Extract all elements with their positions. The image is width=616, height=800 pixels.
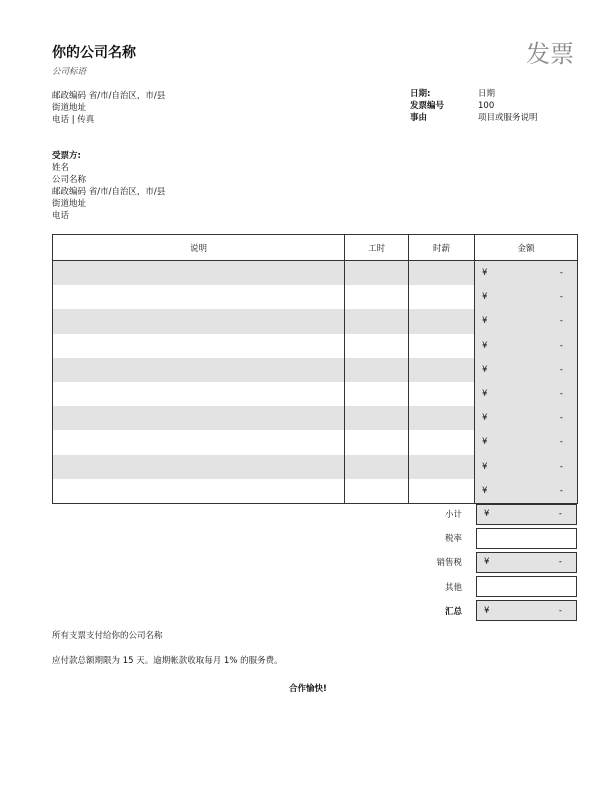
cell-hours[interactable]	[345, 455, 409, 479]
meta-row-number	[410, 100, 538, 112]
totals-label: 税率	[444, 534, 462, 545]
totals-row	[400, 599, 577, 623]
cell-hours[interactable]	[345, 479, 409, 504]
table-row	[53, 358, 578, 382]
payable-to-note: 所有支票支付给你的公司名称	[52, 631, 163, 641]
address-line: 街道地址	[52, 103, 87, 113]
currency-symbol: ¥	[484, 605, 490, 616]
address-line: 邮政编码 省/市/自治区，市/县	[52, 91, 166, 101]
table-row	[53, 261, 578, 286]
cell-description[interactable]	[53, 479, 345, 504]
cell-rate[interactable]	[409, 285, 475, 309]
table-row	[53, 309, 578, 333]
table-row	[53, 455, 578, 479]
amount-value: -	[559, 268, 563, 279]
cell-description[interactable]	[53, 430, 345, 454]
currency-symbol: ¥	[482, 340, 488, 351]
bill-to-line: 街道地址	[52, 199, 87, 209]
bill-to-line: 姓名	[52, 163, 70, 173]
currency-symbol: ¥	[482, 316, 488, 327]
line-items-table	[52, 234, 578, 504]
totals-section	[400, 502, 577, 623]
cell-description[interactable]	[53, 261, 345, 286]
table-row	[53, 406, 578, 430]
cell-hours[interactable]	[345, 382, 409, 406]
table-row	[53, 479, 578, 504]
table-row	[53, 382, 578, 406]
totals-label: 销售税	[436, 558, 462, 569]
column-header-rate: 时薪	[409, 235, 475, 261]
cell-amount	[475, 430, 578, 454]
totals-label: 汇总	[444, 606, 462, 617]
amount-value: -	[559, 364, 563, 375]
payment-terms: 应付款总额期限为 15 天。逾期帐款收取每月 1% 的服务费。	[52, 656, 283, 666]
totals-value-box	[476, 504, 577, 525]
amount-value: -	[559, 437, 563, 448]
thank-you-message: 合作愉快!	[289, 684, 327, 694]
table-row	[53, 430, 578, 454]
totals-label: 其他	[444, 582, 462, 593]
invoice-meta	[410, 88, 538, 124]
address-line: 电话 | 传真	[52, 115, 95, 125]
invoice-title: 发票	[526, 40, 574, 68]
cell-hours[interactable]	[345, 285, 409, 309]
table-row	[53, 285, 578, 309]
cell-amount	[475, 334, 578, 358]
column-header-hours: 工时	[345, 235, 409, 261]
totals-label: 小计	[444, 510, 462, 521]
totals-value: -	[558, 509, 562, 520]
currency-symbol: ¥	[482, 461, 488, 472]
currency-symbol: ¥	[482, 413, 488, 424]
cell-description[interactable]	[53, 382, 345, 406]
cell-amount	[475, 382, 578, 406]
currency-symbol: ¥	[482, 389, 488, 400]
cell-description[interactable]	[53, 309, 345, 333]
bill-to-line: 邮政编码 省/市/自治区，市/县	[52, 187, 166, 197]
totals-row	[400, 550, 577, 574]
amount-value: -	[559, 316, 563, 327]
cell-description[interactable]	[53, 455, 345, 479]
meta-value: 100	[478, 101, 495, 111]
totals-value-box	[476, 600, 577, 621]
amount-value: -	[559, 461, 563, 472]
cell-description[interactable]	[53, 406, 345, 430]
bill-to-line: 电话	[52, 211, 70, 221]
totals-value: -	[558, 557, 562, 568]
currency-symbol: ¥	[484, 509, 490, 520]
column-header-description: 说明	[53, 235, 345, 261]
cell-rate[interactable]	[409, 358, 475, 382]
totals-row	[400, 502, 577, 526]
cell-hours[interactable]	[345, 261, 409, 286]
company-address	[52, 90, 165, 126]
cell-rate[interactable]	[409, 406, 475, 430]
totals-value-box[interactable]	[476, 576, 577, 597]
cell-rate[interactable]	[409, 309, 475, 333]
cell-amount	[475, 479, 578, 504]
cell-amount	[475, 309, 578, 333]
cell-rate[interactable]	[409, 479, 475, 504]
currency-symbol: ¥	[484, 557, 490, 568]
bill-to	[52, 150, 165, 222]
cell-rate[interactable]	[409, 382, 475, 406]
amount-value: -	[559, 292, 563, 303]
totals-value-box	[476, 552, 577, 573]
totals-value-box[interactable]	[476, 528, 577, 549]
meta-label: 日期:	[410, 89, 431, 99]
meta-label: 发票编号	[410, 101, 445, 111]
cell-amount	[475, 285, 578, 309]
amount-value: -	[559, 413, 563, 424]
meta-label: 事由	[410, 113, 428, 123]
currency-symbol: ¥	[482, 364, 488, 375]
cell-amount	[475, 358, 578, 382]
cell-description[interactable]	[53, 334, 345, 358]
totals-value: -	[558, 605, 562, 616]
cell-hours[interactable]	[345, 309, 409, 333]
cell-hours[interactable]	[345, 358, 409, 382]
currency-symbol: ¥	[482, 292, 488, 303]
amount-value: -	[559, 485, 563, 496]
amount-value: -	[559, 389, 563, 400]
amount-value: -	[559, 340, 563, 351]
cell-hours[interactable]	[345, 430, 409, 454]
company-name: 你的公司名称	[52, 45, 136, 61]
currency-symbol: ¥	[482, 268, 488, 279]
meta-value: 项目或服务说明	[478, 113, 538, 123]
cell-amount	[475, 406, 578, 430]
currency-symbol: ¥	[482, 437, 488, 448]
cell-amount	[475, 261, 578, 286]
cell-description[interactable]	[53, 358, 345, 382]
cell-hours[interactable]	[345, 406, 409, 430]
bill-to-line: 公司名称	[52, 175, 87, 185]
table-header-row	[53, 235, 578, 261]
totals-row	[400, 526, 577, 550]
company-tagline: 公司标语	[52, 67, 87, 77]
table-row	[53, 334, 578, 358]
meta-value: 日期	[478, 89, 496, 99]
cell-amount	[475, 455, 578, 479]
cell-description[interactable]	[53, 285, 345, 309]
cell-rate[interactable]	[409, 261, 475, 286]
column-header-amount: 金额	[475, 235, 578, 261]
cell-rate[interactable]	[409, 455, 475, 479]
cell-hours[interactable]	[345, 334, 409, 358]
meta-row-subject	[410, 112, 538, 124]
bill-to-heading: 受票方:	[52, 151, 81, 161]
cell-rate[interactable]	[409, 430, 475, 454]
currency-symbol: ¥	[482, 485, 488, 496]
cell-rate[interactable]	[409, 334, 475, 358]
meta-row-date	[410, 88, 538, 100]
totals-row	[400, 575, 577, 599]
